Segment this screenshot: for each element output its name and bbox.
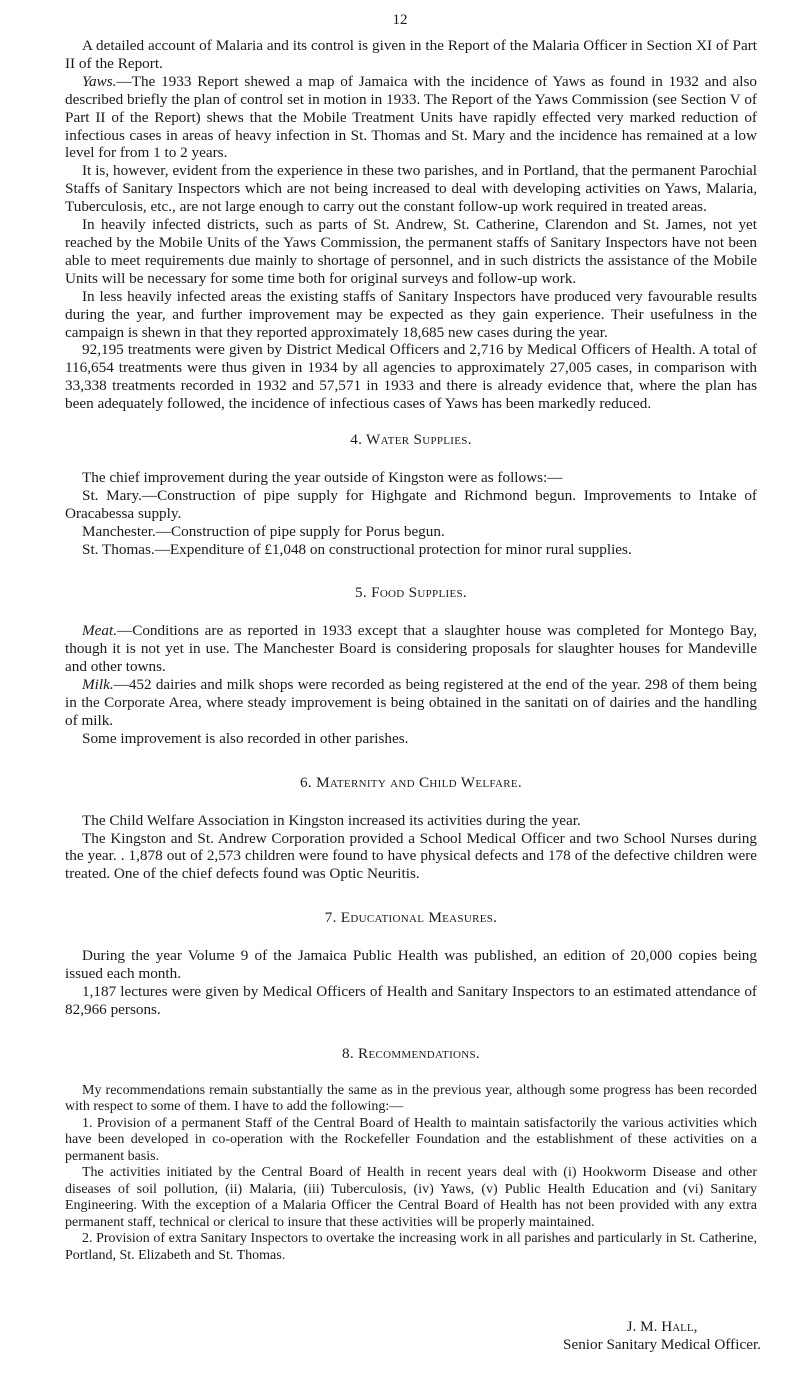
meat-paragraph [65,622,757,676]
paragraph: The chief improvement during the year outside of Kingston were as follows:— [82,468,563,486]
paragraph: It is, however, evident from the experience in these two parishes, and in Portland, that the permanent Parochial Staffs of Sanitary Inspectors which are not being increased to deal with developing activities on Yaws, Malaria, Tuberculosis, etc., are not large enough to carry out the constant follow-up work required in treated areas. [65,162,757,216]
paragraph: Some improvement is also recorded in other parishes. [82,729,409,747]
recommendations-block [65,1083,757,1265]
page-number: 12 [392,12,408,28]
paragraph: 2. Provision of extra Sanitary Inspectors to overtake the increasing work in all parishes and particularly in St. Catherine, Portland, St. Elizabeth and St. Thomas. [65,1231,757,1263]
paragraph: The activities initiated by the Central Board of Health in recent years deal with (i) Hookworm Disease and other diseases of soil pollution, (ii) Malaria, (iii) Tuberculosis, (iv) Yaws, (v) Public Health Education and (vi) Sanitary Engineering. With the exception of a Malaria Officer the Central Board of Health has not been provided with any extra permanent staff, technical or clerical to insure that these activities will be properly maintained. [65,1165,757,1230]
meat-label: Meat. [82,622,118,640]
paragraph: 92,195 treatments were given by District Medical Officers and 2,716 by Medical Officers of Health. A total of 116,654 treatments were thus given in 1934 by all agencies to approximately 27,005 cases, in comparison with 33,338 treatments recorded in 1932 and 57,571 in 1933 and there is already evidence that, where the plan has been adequately followed, the incidence of infectious cases of Yaws has been markedly reduced. [65,341,757,413]
yaws-paragraph [65,73,757,163]
yaws-label: Yaws. [82,72,117,90]
signature-title: Senior Sanitary Medical Officer. [563,1335,761,1353]
milk-text: —452 dairies and milk shops were recorded as being registered at the end of the year. 298 of them being in the Corporate Area, where steady improvement is being obtained in the sanitati on of dairies and the handling of milk. [65,676,757,729]
paragraph: 1. Provision of a permanent Staff of the Central Board of Health to maintain satisfactorily the various activities which have been developed in co-operation with the Rockefeller Foundation and the establishment of these activities on a permanent basis. [65,1115,757,1164]
section-heading-water-supplies: 4. Water Supplies. [350,431,472,449]
section-heading-recommendations: 8. Recommendations. [341,1044,481,1062]
paragraph: In less heavily infected areas the existing staffs of Sanitary Inspectors have produced very favourable results during the year, and further improvement may be expected as they gain experience. Their usefulness in the campaign is shewn in that they reported approximately 18,685 new cases during the year. [65,287,757,341]
milk-paragraph [65,676,757,730]
paragraph: St. Thomas.—Expenditure of £1,048 on constructional protection for minor rural supplies. [82,540,632,558]
body-text [65,37,757,1264]
signature-block [562,1318,762,1354]
paragraph: During the year Volume 9 of the Jamaica Public Health was published, an edition of 20,000 copies being issued each month. [65,947,757,983]
malaria-paragraph: A detailed account of Malaria and its control is given in the Report of the Malaria Officer in Section XI of Part II of the Report. [65,37,757,72]
meat-text: —Conditions are as reported in 1933 except that a slaughter house was completed for Montego Bay, though it is not yet in use. The Manchester Board is considering proposals for slaughter houses for Mandeville and other towns. [65,622,757,676]
paragraph: St. Mary.—Construction of pipe supply for Highgate and Richmond begun. Improvements to Intake of Oracabessa supply. [65,486,757,522]
paragraph: Manchester.—Construction of pipe supply for Porus begun. [82,522,445,540]
paragraph: 1,187 lectures were given by Medical Officers of Health and Sanitary Inspectors to an estimated attendance of 82,966 persons. [65,982,757,1018]
section-heading-education: 7. Educational Measures. [324,909,498,927]
paragraph: In heavily infected districts, such as parts of St. Andrew, St. Catherine, Clarendon and St. James, not yet reached by the Mobile Units of the Yaws Commission, the permanent staffs of Sanitary Inspectors have not been able to meet requirements due mainly to shortage of personnel, and in such districts the assistance of the Mobile Units will be necessary for some time both for original surveys and follow-up work. [65,216,757,287]
milk-label: Milk. [82,676,114,694]
section-heading-maternity: 6. Maternity and Child Welfare. [300,773,522,791]
section-heading-food-supplies: 5. Food Supplies. [354,584,467,602]
paragraph: The Child Welfare Association in Kingston increased its activities during the year. [82,811,581,829]
yaws-text: —The 1933 Report shewed a map of Jamaica with the incidence of Yaws as found in 1932 and also described briefly the plan of control set in motion in 1933. The Report of the Yaws Commission (see Section V of Part II of the Report) shews that the Mobile Treatment Units have rapidly effected very marked reduction of infectious cases in areas of heavy infection in St. Thomas and St. Mary and the incidence has remained at a low level for from 1 to 2 years. [65,72,757,162]
paragraph: The Kingston and St. Andrew Corporation provided a School Medical Officer and two School Nurses during the year. . 1,878 out of 2,573 children were found to have physical defects and 178 of the defective children were treated. One of the chief defects found was Optic Neuritis. [65,829,757,883]
paragraph: My recommendations remain substantially the same as in the previous year, although some progress has been recorded with respect to some of them. I have to add the following:— [65,1082,757,1115]
signature-name: J. M. Hall, [626,1318,698,1335]
